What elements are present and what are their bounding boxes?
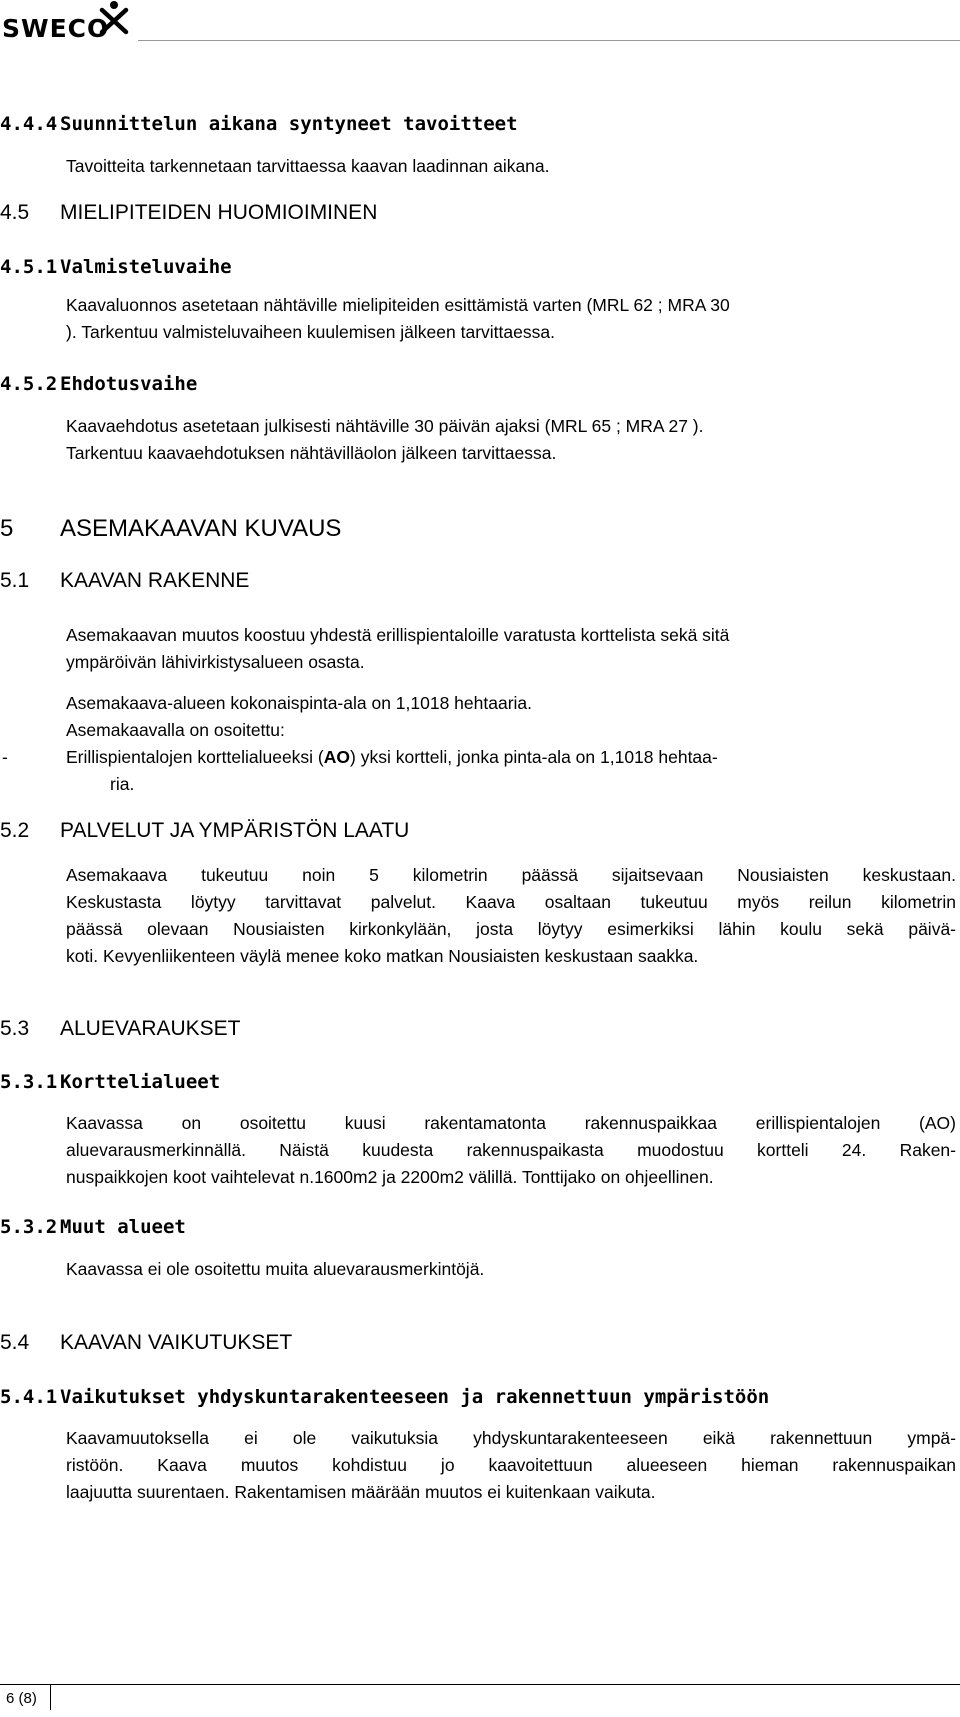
section-heading-4-4-4: 4.4.4 (0, 113, 58, 135)
text-line: ristöön. Kaava muutos kohdistuu jo kaavoitettuun alueeseen hieman rakennuspaikan (66, 1455, 956, 1475)
text: Erillispientalojen korttelialueeksi ( (66, 747, 324, 767)
paragraph (66, 1110, 956, 1191)
text-line: Keskustasta löytyy tarvittavat palvelut. Kaava osaltaan tukeutuu myös reilun kilometrin (66, 892, 956, 912)
text-line: ympäröivän lähivirkistysalueen osasta. (66, 652, 365, 672)
paragraph (66, 1425, 956, 1506)
section-number-4-5-1: 4.5.1 (0, 256, 58, 278)
section-title-5-4-1: Vaikutukset yhdyskuntarakenteeseen ja rakennettuun ympäristöön (60, 1386, 770, 1408)
paragraph: Tavoitteita tarkennetaan tarvittaessa kaavan laadinnan aikana. (66, 156, 550, 176)
footer-divider (50, 1684, 51, 1710)
chapter-number-5: 5 (0, 515, 14, 542)
text-line: Asemakaavan muutos koostuu yhdestä erillispientaloille varatusta korttelista sekä sitä (66, 625, 730, 645)
section-number-5-2: 5.2 (0, 819, 30, 842)
section-title-5-1: KAAVAN RAKENNE (60, 569, 250, 592)
bullet-item (66, 744, 956, 798)
text-line (66, 744, 956, 771)
text-line: Asemakaava tukeutuu noin 5 kilometrin päässä sijaitsevaan Nousiaisten keskustaan. (66, 865, 956, 885)
text-line: Kaavaluonnos asetetaan nähtäville mielipiteiden esittämistä varten (MRL 62 ; MRA 30 (66, 295, 730, 315)
paragraph (66, 862, 956, 970)
paragraph (66, 292, 956, 346)
section-number-4-5: 4.5 (0, 201, 30, 224)
section-number-5-1: 5.1 (0, 569, 30, 592)
text-line: aluevarausmerkinnällä. Näistä kuudesta rakennuspaikasta muodostuu kortteli 24. Raken- (66, 1140, 956, 1160)
logo-text: SWECO (2, 14, 110, 43)
section-number-4-5-2: 4.5.2 (0, 373, 58, 395)
text-line: koti. Kevyenliikenteen väylä menee koko matkan Nousiaisten keskustaan saakka. (66, 946, 699, 966)
text-line: ). Tarkentuu valmisteluvaiheen kuulemisen jälkeen tarvittaessa. (66, 322, 555, 342)
section-title-4-5: MIELIPITEIDEN HUOMIOIMINEN (60, 201, 378, 224)
text-line: laajuutta suurentaen. Rakentamisen määrään muutos ei kuitenkaan vaikuta. (66, 1482, 656, 1502)
zone-code: AO (323, 747, 351, 767)
sweco-logo (0, 0, 140, 46)
paragraph: Kaavassa ei ole osoitettu muita aluevarausmerkintöjä. (66, 1259, 485, 1279)
text-line: ria. (110, 774, 135, 794)
paragraph: Asemakaava-alueen kokonaispinta-ala on 1,1018 hehtaaria. (66, 693, 533, 713)
header-rule (138, 40, 960, 41)
section-number-5-4-1: 5.4.1 (0, 1386, 58, 1408)
sweco-person-icon (96, 0, 132, 44)
bullet-dash: - (2, 747, 8, 767)
section-title-5-2: PALVELUT JA YMPÄRISTÖN LAATU (60, 819, 410, 842)
text-line: Kaavaehdotus asetetaan julkisesti nähtäville 30 päivän ajaksi (MRL 65 ; MRA 27 ). (66, 416, 704, 436)
paragraph (66, 622, 956, 676)
chapter-title-5: ASEMAKAAVAN KUVAUS (60, 515, 342, 542)
text-line: Tarkentuu kaavaehdotuksen nähtävilläolon jälkeen tarvittaessa. (66, 443, 557, 463)
section-number-5-3: 5.3 (0, 1017, 30, 1040)
section-number-5-3-1: 5.3.1 (0, 1071, 58, 1093)
text: ) yksi kortteli, jonka pinta-ala on 1,1018 hehtaa- (350, 747, 718, 767)
section-title-5-3-1: Korttelialueet (60, 1071, 221, 1093)
section-title-5-3: ALUEVARAUKSET (60, 1017, 241, 1040)
section-number-5-3-2: 5.3.2 (0, 1216, 58, 1238)
section-number-5-4: 5.4 (0, 1331, 30, 1354)
page-number: 6 (8) (6, 1690, 37, 1707)
section-title-4-4-4: Suunnittelun aikana syntyneet tavoitteet (60, 113, 518, 135)
section-title-4-5-1: Valmisteluvaihe (60, 256, 232, 278)
footer-rule (0, 1684, 960, 1685)
text-line: Kaavamuutoksella ei ole vaikutuksia yhdyskuntarakenteeseen eikä rakennettuun ympä- (66, 1428, 956, 1448)
section-title-5-4: KAAVAN VAIKUTUKSET (60, 1331, 293, 1354)
text-line: Kaavassa on osoitettu kuusi rakentamatonta rakennuspaikkaa erillispientalojen (AO) (66, 1113, 956, 1133)
text-line: nuspaikkojen koot vaihtelevat n.1600m2 ja 2200m2 välillä. Tonttijako on ohjeellinen. (66, 1167, 714, 1187)
paragraph (66, 413, 956, 467)
paragraph: Asemakaavalla on osoitettu: (66, 720, 285, 740)
text-line: päässä olevaan Nousiaisten kirkonkylään, josta löytyy esimerkiksi lähin koulu sekä päivä- (66, 919, 956, 939)
section-title-5-3-2: Muut alueet (60, 1216, 186, 1238)
section-title-4-5-2: Ehdotusvaihe (60, 373, 198, 395)
